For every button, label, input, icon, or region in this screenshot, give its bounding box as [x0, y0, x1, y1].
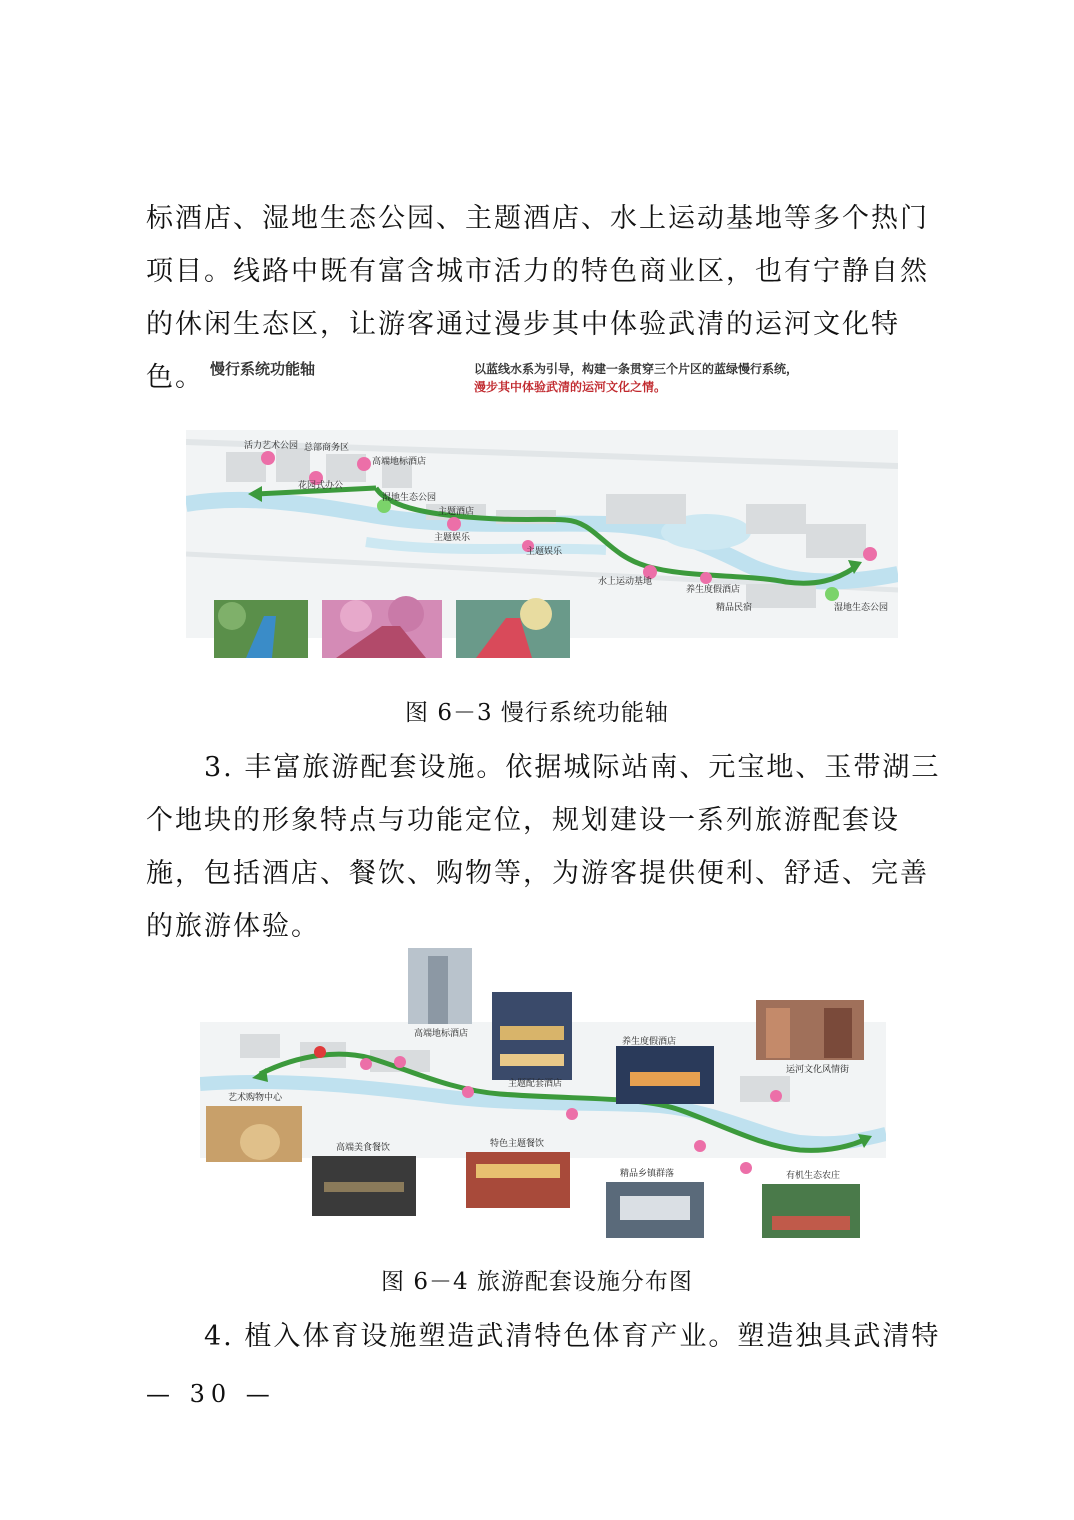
body-paragraph-1: 标酒店、湿地生态公园、主题酒店、水上运动基地等多个热门项目。线路中既有富含城市活力的特色商业区，也有宁静自然的休闲生态区，让游客通过漫步其中体验武清的运河文化特色。: [146, 203, 929, 393]
figure-description-line1: 以蓝线水系为引导，构建一条贯穿三个片区的蓝绿慢行系统，: [474, 362, 799, 376]
poi-label: 主题酒店: [438, 507, 475, 517]
facility-label: 养生度假酒店: [622, 1037, 677, 1047]
photo-resort-hotel: [616, 1046, 714, 1104]
facility-label: 特色主题餐饮: [490, 1139, 545, 1149]
photo-theme-hotel: [492, 992, 572, 1080]
poi-label: 主题娱乐: [434, 533, 471, 543]
photo-blossom-path: [322, 596, 442, 658]
photo-cycle-lane: [456, 598, 570, 658]
poi-label: 活力艺术公园: [244, 441, 299, 451]
photo-theme-restaurant: [466, 1152, 570, 1208]
poi-label: 湿地生态公园: [834, 603, 889, 613]
figure-tourism-facilities: [200, 946, 886, 1242]
poi-label: 精品民宿: [716, 603, 753, 613]
facility-label: 有机生态农庄: [786, 1171, 841, 1181]
photo-art-mall: [206, 1106, 302, 1162]
figure-caption-6-3: 图 6－3 慢行系统功能轴: [405, 700, 669, 726]
facility-label: 艺术购物中心: [228, 1093, 283, 1103]
poi-label: 花园式办公: [298, 481, 344, 491]
poi-label: 高端地标酒店: [372, 457, 427, 467]
photo-boutique-village: [606, 1182, 704, 1238]
facility-label: 高端美食餐饮: [336, 1143, 391, 1153]
photo-greenway: [214, 600, 308, 658]
body-paragraph-3: 4. 植入体育设施塑造武清特色体育产业。塑造独具武清特: [204, 1321, 941, 1352]
figure-title: 慢行系统功能轴: [210, 360, 316, 378]
facility-label: 高端地标酒店: [414, 1029, 469, 1039]
figure-slow-traffic-axis: [186, 354, 898, 660]
figure-description-line2: 漫步其中体验武清的运河文化之情。: [474, 380, 667, 394]
body-paragraph-2: 3. 丰富旅游配套设施。依据城际站南、元宝地、玉带湖三个地块的形象特点与功能定位，规划建设一系列旅游配套设施，包括酒店、餐饮、购物等，为游客提供便利、舒适、完善的旅游体验。: [146, 752, 941, 942]
facility-label: 运河文化风情街: [786, 1065, 850, 1075]
figure-caption-6-4: 图 6－4 旅游配套设施分布图: [381, 1269, 693, 1295]
photo-fine-dining: [312, 1156, 416, 1216]
slow-traffic-map: [186, 354, 898, 660]
tourism-facilities-map: [200, 946, 886, 1242]
page-number: — 30 —: [146, 1380, 276, 1408]
photo-eco-farm: [762, 1184, 860, 1238]
poi-label: 养生度假酒店: [686, 585, 741, 595]
facility-label: 主题配套酒店: [508, 1079, 563, 1089]
poi-label: 水上运动基地: [598, 577, 653, 587]
facility-label: 精品乡镇群落: [620, 1169, 675, 1179]
poi-label: 湿地生态公园: [382, 493, 437, 503]
photo-landmark-hotel: [408, 948, 472, 1024]
poi-label: 总部商务区: [304, 443, 350, 453]
photo-canal-street: [756, 1000, 864, 1060]
poi-label: 主题娱乐: [526, 547, 563, 557]
